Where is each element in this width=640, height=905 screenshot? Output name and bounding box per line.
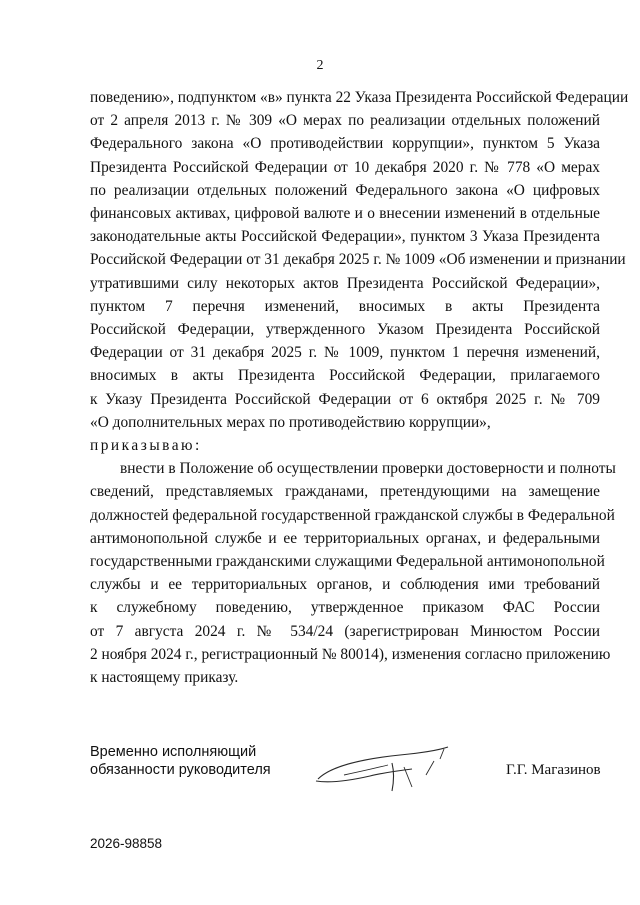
body-line: Президента Российской Федерации от 10 декабря 2020 г. № 778 «О мерах (90, 158, 600, 176)
body-line: Российской Федерации от 31 декабря 2025 г. № 1009 «Об изменении и признании (90, 251, 626, 269)
body-line: 2 ноября 2024 г., регистрационный № 80014), изменения согласно приложению (90, 645, 611, 663)
body-line: Федерального закона «О противодействии коррупции», пунктом 5 Указа (90, 135, 600, 153)
order-verb: приказываю: (90, 437, 202, 455)
body-line: антимонопольной службе и ее территориальных органах, и федеральными (90, 529, 600, 547)
signer-title-line: обязанности руководителя (90, 762, 271, 778)
body-line: службы и ее территориальных органов, и соблюдения ими требований (90, 576, 600, 594)
body-line: пунктом 7 перечня изменений, вносимых в акты Президента (90, 297, 600, 315)
body-line: поведению», подпунктом «в» пункта 22 Указа Президента Российской Федерации (90, 89, 629, 106)
body-line: от 2 апреля 2013 г. № 309 «О мерах по реализации отдельных положений (90, 112, 600, 130)
body-line: Российской Федерации, утвержденного Указом Президента Российской (90, 321, 600, 339)
body-line: внести в Положение об осуществлении проверки достоверности и полноты (120, 460, 616, 478)
signer-name: Г.Г. Магазинов (506, 762, 601, 778)
page-number: 2 (316, 58, 324, 73)
body-line: законодательные акты Российской Федерации», пунктом 3 Указа Президента (90, 228, 600, 246)
order-body-text (90, 86, 629, 689)
body-line: к Указу Президента Российской Федерации от 6 октября 2025 г. № 709 (90, 390, 600, 408)
body-line: должностей федеральной государственной гражданской службы в Федеральной (90, 506, 615, 524)
handwritten-signature (308, 745, 458, 793)
body-line: Федерации от 31 декабря 2025 г. № 1009, пунктом 1 перечня изменений, (90, 344, 600, 362)
body-line: к настоящему приказу. (90, 669, 239, 687)
body-line: к служебному поведению, утвержденное приказом ФАС России (90, 599, 600, 617)
body-line: от 7 августа 2024 г. № 534/24 (зарегистрирован Минюстом России (90, 622, 600, 640)
document-number: 2026-98858 (90, 836, 163, 851)
body-line: государственными гражданскими служащими Федеральной антимонопольной (90, 553, 605, 571)
signer-title (90, 743, 271, 779)
body-line: утратившими силу некоторых актов Президента Российской Федерации», (90, 274, 600, 292)
body-line: по реализации отдельных положений Федерального закона «О цифровых (90, 181, 600, 199)
body-line: финансовых активах, цифровой валюте и о внесении изменений в отдельные (90, 205, 600, 223)
body-line: сведений, представляемых гражданами, претендующими на замещение (90, 483, 600, 501)
body-line: «О дополнительных мерах по противодействию коррупции», (90, 413, 491, 431)
body-line: вносимых в акты Президента Российской Федерации, прилагаемого (90, 367, 600, 385)
signer-title-line: Временно исполняющий (90, 744, 257, 760)
